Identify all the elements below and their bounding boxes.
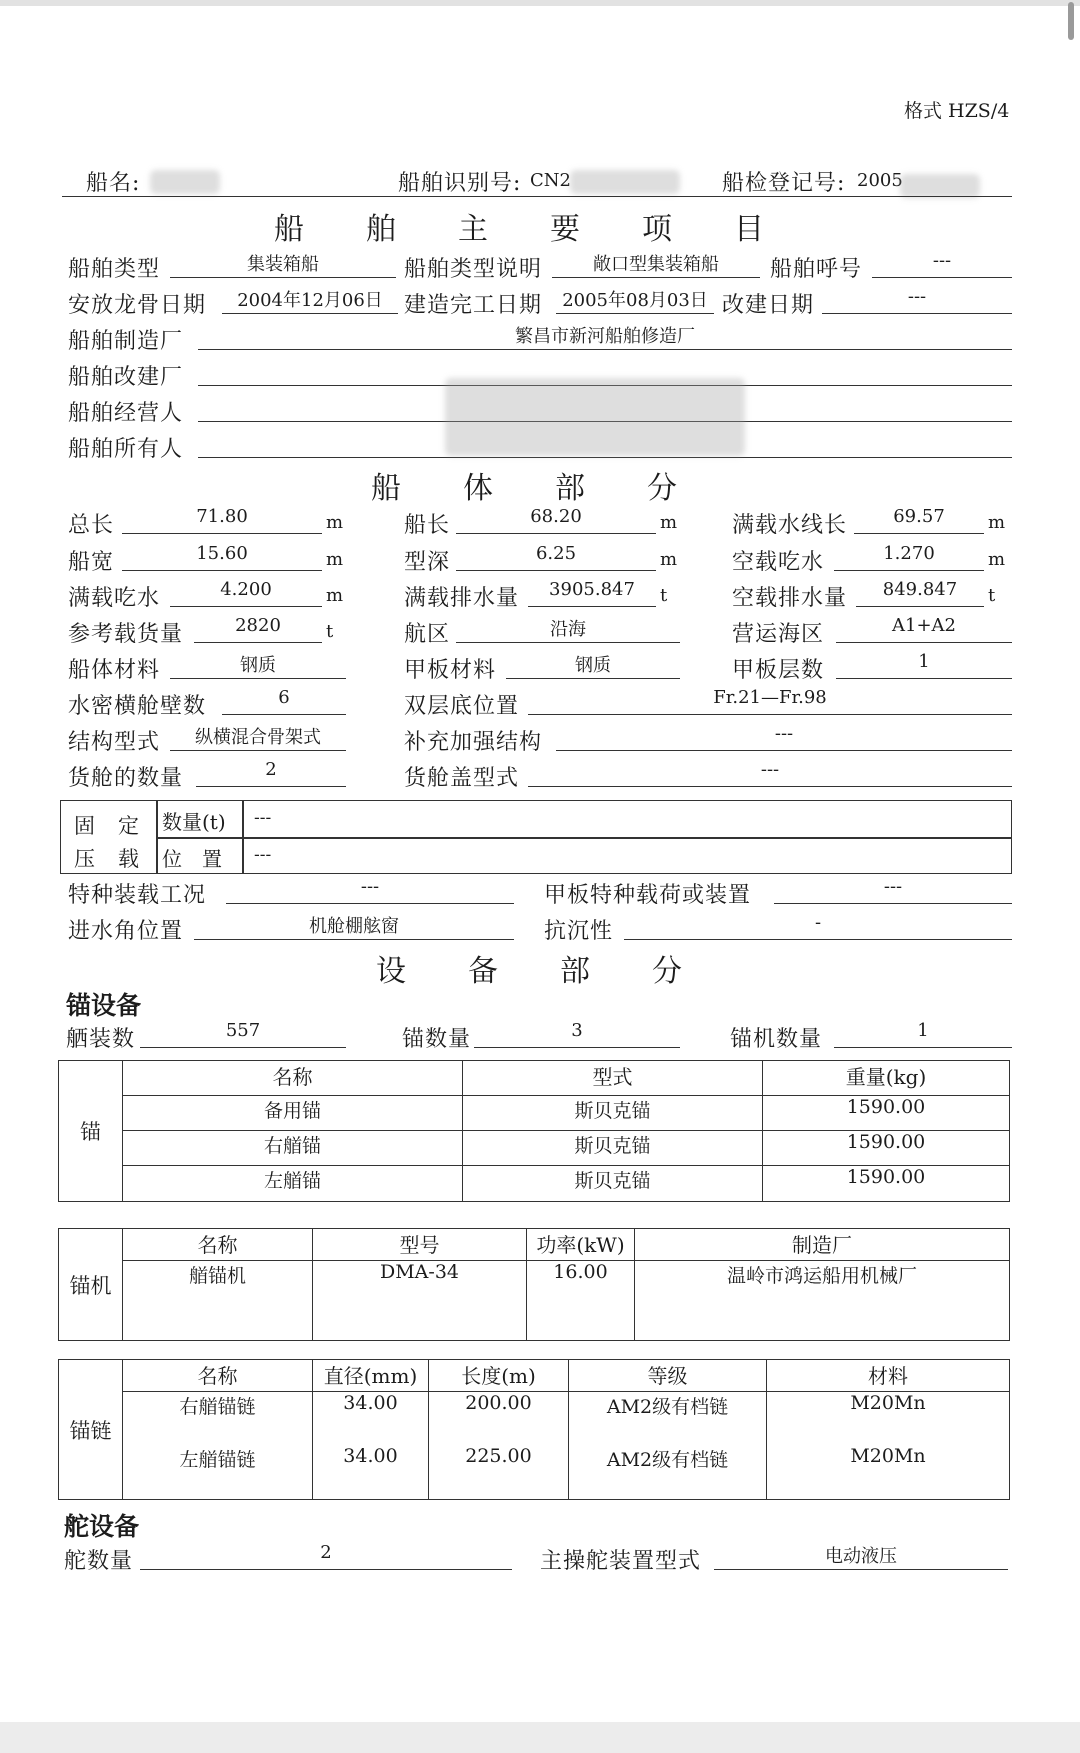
windlass-power: 16.00 bbox=[527, 1261, 635, 1341]
reinforce-label: 补充加强结构 bbox=[404, 730, 543, 755]
cargo-value: 2820 bbox=[194, 615, 322, 643]
chain-header-grade: 等级 bbox=[569, 1360, 767, 1392]
section-hull-title: 船体部分 bbox=[371, 471, 739, 506]
hull-material-label: 船体材料 bbox=[68, 658, 161, 683]
light-disp-value: 849.847 bbox=[856, 579, 984, 607]
ballast-row-divider bbox=[156, 837, 1012, 839]
chain-material: M20Mn bbox=[767, 1392, 1010, 1445]
double-bottom-label: 双层底位置 bbox=[404, 694, 520, 719]
windlass-table bbox=[58, 1228, 1010, 1341]
windlass-header-model: 型号 bbox=[313, 1229, 527, 1261]
sea-area-label: 营运海区 bbox=[732, 622, 825, 647]
structure-value: 纵横混合骨架式 bbox=[170, 723, 346, 751]
callsign-value: --- bbox=[872, 250, 1012, 278]
light-draft-unit: m bbox=[988, 549, 1006, 570]
anchor-type: 斯贝克锚 bbox=[463, 1131, 763, 1166]
rudder-count-value: 2 bbox=[140, 1542, 512, 1570]
viewer-top-bar bbox=[0, 0, 1080, 6]
section-equipment-title: 设备部分 bbox=[376, 954, 744, 989]
flood-angle-label: 进水角位置 bbox=[68, 919, 184, 944]
redacted-ship-id bbox=[570, 170, 680, 194]
light-disp-label: 空载排水量 bbox=[732, 586, 848, 611]
full-disp-value: 3905.847 bbox=[528, 579, 656, 607]
callsign-label: 船舶呼号 bbox=[770, 257, 863, 282]
bulkheads-label: 水密横舱壁数 bbox=[68, 694, 207, 719]
lwl-unit: m bbox=[988, 512, 1006, 533]
redacted-ship-name bbox=[150, 170, 220, 194]
anchor-weight: 1590.00 bbox=[763, 1096, 1010, 1131]
chain-diameter: 34.00 bbox=[313, 1445, 429, 1500]
table-row bbox=[59, 1261, 1010, 1341]
full-draft-value: 4.200 bbox=[170, 579, 322, 607]
windlass-side-label: 锚机 bbox=[59, 1229, 123, 1341]
ship-name-label: 船名: bbox=[86, 171, 141, 196]
redacted-owner-info bbox=[445, 378, 745, 456]
anchor-side-label: 锚 bbox=[59, 1061, 123, 1202]
rudder-count-label: 舵数量 bbox=[64, 1549, 134, 1574]
light-draft-label: 空载吃水 bbox=[732, 550, 825, 575]
full-disp-unit: t bbox=[660, 585, 668, 606]
ship-id-value: CN2 bbox=[530, 170, 571, 191]
lwl-value: 69.57 bbox=[854, 506, 984, 534]
operator-label: 船舶经营人 bbox=[68, 401, 184, 426]
sea-area-value: A1+A2 bbox=[836, 615, 1012, 643]
ballast-qty-label: 数量(t) bbox=[162, 810, 226, 834]
keel-date-label: 安放龙骨日期 bbox=[68, 293, 207, 318]
ballast-qty-value: --- bbox=[254, 808, 272, 828]
special-loading-label: 特种装载工况 bbox=[68, 883, 207, 908]
lbp-unit: m bbox=[660, 512, 678, 533]
loa-unit: m bbox=[326, 512, 344, 533]
structure-label: 结构型式 bbox=[68, 730, 161, 755]
registration-value: 2005 bbox=[857, 170, 903, 191]
table-row bbox=[59, 1096, 1010, 1131]
owner-label: 船舶所有人 bbox=[68, 437, 184, 462]
chain-length: 225.00 bbox=[429, 1445, 569, 1500]
chain-header-name: 名称 bbox=[123, 1360, 313, 1392]
anchor-weight: 1590.00 bbox=[763, 1131, 1010, 1166]
bulkheads-value: 6 bbox=[222, 687, 346, 715]
header-underline bbox=[62, 196, 1012, 197]
rebuild-date-value: --- bbox=[822, 286, 1012, 314]
cargo-label: 参考载货量 bbox=[68, 622, 184, 647]
deck-material-label: 甲板材料 bbox=[404, 658, 497, 683]
windlass-header-name: 名称 bbox=[123, 1229, 313, 1261]
ship-type-label: 船舶类型 bbox=[68, 257, 161, 282]
scrollbar-thumb[interactable] bbox=[1068, 2, 1074, 40]
holds-count-value: 2 bbox=[196, 759, 346, 787]
anchor-weight: 1590.00 bbox=[763, 1166, 1010, 1202]
deck-material-value: 钢质 bbox=[506, 651, 680, 679]
ballast-label-1: 固 定 bbox=[74, 814, 140, 838]
depth-value: 6.25 bbox=[456, 543, 656, 571]
unsinkability-label: 抗沉性 bbox=[544, 919, 614, 944]
completion-date-label: 建造完工日期 bbox=[404, 293, 543, 318]
chain-grade: AM2级有档链 bbox=[569, 1445, 767, 1500]
depth-label: 型深 bbox=[404, 550, 451, 575]
outfit-number-value: 557 bbox=[140, 1020, 346, 1048]
anchor-header-type: 型式 bbox=[463, 1061, 763, 1096]
nav-area-value: 沿海 bbox=[456, 615, 680, 643]
loa-value: 71.80 bbox=[122, 506, 322, 534]
anchor-name: 右艏锚 bbox=[123, 1131, 463, 1166]
anchor-count-value: 3 bbox=[474, 1020, 680, 1048]
beam-value: 15.60 bbox=[122, 543, 322, 571]
nav-area-label: 航区 bbox=[404, 622, 451, 647]
light-disp-unit: t bbox=[988, 585, 996, 606]
deck-special-label: 甲板特种载荷或装置 bbox=[544, 883, 752, 908]
anchor-name: 左艏锚 bbox=[123, 1166, 463, 1202]
ballast-pos-label: 位 置 bbox=[162, 847, 222, 871]
full-draft-label: 满载吃水 bbox=[68, 586, 161, 611]
builder-label: 船舶制造厂 bbox=[68, 329, 184, 354]
chain-grade: AM2级有档链 bbox=[569, 1392, 767, 1445]
ship-id-label: 船舶识别号: bbox=[398, 171, 522, 196]
full-draft-unit: m bbox=[326, 585, 344, 606]
beam-label: 船宽 bbox=[68, 550, 115, 575]
lbp-value: 68.20 bbox=[456, 506, 656, 534]
viewer-bottom-bar bbox=[0, 1722, 1080, 1753]
flood-angle-value: 机舱棚舷窗 bbox=[194, 912, 514, 940]
full-disp-label: 满载排水量 bbox=[404, 586, 520, 611]
anchor-equipment-title: 锚设备 bbox=[66, 991, 142, 1020]
anchor-header-name: 名称 bbox=[123, 1061, 463, 1096]
chain-header-material: 材料 bbox=[767, 1360, 1010, 1392]
chain-side-label: 锚链 bbox=[59, 1360, 123, 1500]
section-main-title: 船舶主要项目 bbox=[274, 212, 826, 247]
ship-type-desc-label: 船舶类型说明 bbox=[404, 257, 543, 282]
modifier-label: 船舶改建厂 bbox=[68, 365, 184, 390]
deck-layers-value: 1 bbox=[836, 651, 1012, 679]
reinforce-value: --- bbox=[556, 723, 1012, 751]
builder-value: 繁昌市新河船舶修造厂 bbox=[198, 322, 1012, 350]
ship-type-value: 集装箱船 bbox=[170, 250, 396, 278]
steering-gear-value: 电动液压 bbox=[714, 1542, 1008, 1570]
table-row bbox=[59, 1392, 1010, 1445]
table-row bbox=[59, 1445, 1010, 1500]
redacted-registration bbox=[900, 174, 980, 198]
lbp-label: 船长 bbox=[404, 513, 451, 538]
keel-date-value: 2004年12月06日 bbox=[222, 286, 398, 314]
deck-special-value: --- bbox=[774, 876, 1012, 904]
table-row bbox=[59, 1166, 1010, 1202]
anchor-count-label: 锚数量 bbox=[402, 1027, 472, 1052]
windlass-header-maker: 制造厂 bbox=[635, 1229, 1010, 1261]
anchor-type: 斯贝克锚 bbox=[463, 1096, 763, 1131]
ballast-label-2: 压 载 bbox=[74, 847, 140, 871]
chain-length: 200.00 bbox=[429, 1392, 569, 1445]
chain-header-length: 长度(m) bbox=[429, 1360, 569, 1392]
chain-material: M20Mn bbox=[767, 1445, 1010, 1500]
chain-name: 左艏锚链 bbox=[123, 1445, 313, 1500]
anchor-type: 斯贝克锚 bbox=[463, 1166, 763, 1202]
windlass-header-power: 功率(kW) bbox=[527, 1229, 635, 1261]
rudder-equipment-title: 舵设备 bbox=[64, 1512, 140, 1541]
chain-table bbox=[58, 1359, 1010, 1500]
ship-type-desc-value: 敞口型集装箱船 bbox=[552, 250, 760, 278]
completion-date-value: 2005年08月03日 bbox=[556, 286, 714, 314]
anchor-header-weight: 重量(kg) bbox=[763, 1061, 1010, 1096]
windlass-model: DMA-34 bbox=[313, 1261, 527, 1341]
table-row bbox=[59, 1131, 1010, 1166]
chain-header-diameter: 直径(mm) bbox=[313, 1360, 429, 1392]
light-draft-value: 1.270 bbox=[834, 543, 984, 571]
loa-label: 总长 bbox=[68, 513, 115, 538]
windlass-count-value: 1 bbox=[834, 1020, 1012, 1048]
outfit-number-label: 舾装数 bbox=[66, 1027, 136, 1052]
hatch-type-value: --- bbox=[528, 759, 1012, 787]
anchor-name: 备用锚 bbox=[123, 1096, 463, 1131]
format-code: 格式 HZS/4 bbox=[904, 100, 1010, 122]
beam-unit: m bbox=[326, 549, 344, 570]
chain-diameter: 34.00 bbox=[313, 1392, 429, 1445]
holds-count-label: 货舱的数量 bbox=[68, 766, 184, 791]
cargo-unit: t bbox=[326, 621, 334, 642]
hatch-type-label: 货舱盖型式 bbox=[404, 766, 520, 791]
hull-material-value: 钢质 bbox=[170, 651, 346, 679]
windlass-maker: 温岭市鸿运船用机械厂 bbox=[635, 1261, 1010, 1341]
double-bottom-value: Fr.21—Fr.98 bbox=[528, 687, 1012, 715]
rebuild-date-label: 改建日期 bbox=[722, 293, 815, 318]
lwl-label: 满载水线长 bbox=[732, 513, 848, 538]
unsinkability-value: - bbox=[624, 912, 1012, 940]
windlass-name: 艏锚机 bbox=[123, 1261, 313, 1341]
special-loading-value: --- bbox=[226, 876, 514, 904]
anchor-table bbox=[58, 1060, 1010, 1202]
depth-unit: m bbox=[660, 549, 678, 570]
windlass-count-label: 锚机数量 bbox=[730, 1027, 823, 1052]
deck-layers-label: 甲板层数 bbox=[732, 658, 825, 683]
ballast-pos-value: --- bbox=[254, 845, 272, 865]
registration-label: 船检登记号: bbox=[722, 171, 846, 196]
chain-name: 右艏锚链 bbox=[123, 1392, 313, 1445]
steering-gear-label: 主操舵装置型式 bbox=[540, 1549, 702, 1574]
